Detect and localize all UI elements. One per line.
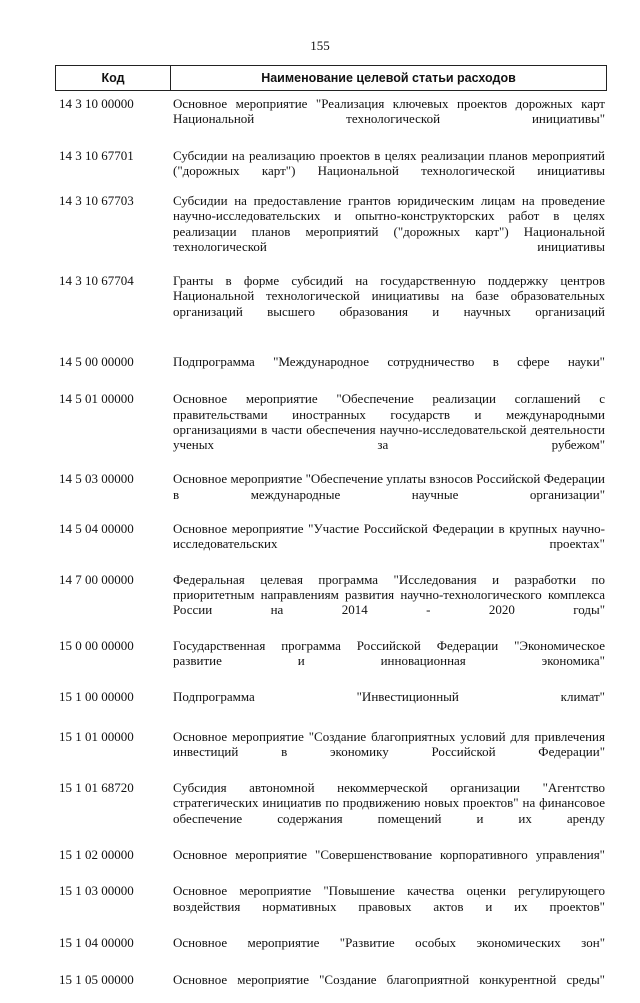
table-row xyxy=(55,972,607,1002)
row-code: 14 7 00 00000 xyxy=(59,571,134,587)
row-name: Основное мероприятие "Развитие особых экономических зон" xyxy=(173,934,605,950)
header-name: Наименование целевой статьи расходов xyxy=(261,71,516,85)
row-code: 15 1 04 00000 xyxy=(59,934,134,950)
row-name: Подпрограмма "Инвестиционный климат" xyxy=(173,689,605,705)
table-row xyxy=(55,354,607,384)
row-code: 14 5 03 00000 xyxy=(59,471,134,487)
row-name: Субсидия автономной некоммерческой организации "Агентство стратегических инициатив по продвижению новых проектов" на финансовое обеспечение содержания помещений и их аренду xyxy=(173,780,605,826)
table-row xyxy=(55,638,607,684)
row-name: Основное мероприятие "Реализация ключевых проектов дорожных карт Национальной технологической инициативы" xyxy=(173,96,605,127)
row-name: Основное мероприятие "Обеспечение уплаты взносов Российской Федерации в международные научные организации" xyxy=(173,471,605,502)
row-name: Федеральная целевая программа "Исследования и разработки по приоритетным направлениям развития научно-технологического комплекса России на 2014 - 2020 годы" xyxy=(173,571,605,618)
table-header xyxy=(55,65,607,91)
row-code: 14 5 00 00000 xyxy=(59,354,134,370)
row-code: 14 3 10 67703 xyxy=(59,193,134,209)
row-name: Основное мероприятие "Обеспечение реализации соглашений с правительствами иностранных государств и международными организациями в части обеспечения научно-исследовательской деятельности ученых за рубежом" xyxy=(173,391,605,453)
table-row xyxy=(55,148,607,194)
table-row xyxy=(55,729,607,775)
row-name: Подпрограмма "Международное сотрудничество в сфере науки" xyxy=(173,354,605,370)
table-row xyxy=(55,689,607,719)
row-code: 15 1 05 00000 xyxy=(59,972,134,988)
row-name: Основное мероприятие "Участие Российской Федерации в крупных научно-исследовательских проектах" xyxy=(173,521,605,552)
header-code: Код xyxy=(56,66,171,90)
expense-table xyxy=(55,65,607,1003)
table-row xyxy=(55,883,607,929)
row-code: 15 1 00 00000 xyxy=(59,689,134,705)
row-code: 15 0 00 00000 xyxy=(59,637,134,653)
row-name: Субсидии на реализацию проектов в целях реализации планов мероприятий ("дорожных карт") Национальной технологической инициативы xyxy=(173,147,605,178)
table-row xyxy=(55,471,607,517)
table-row xyxy=(55,273,607,334)
table-row xyxy=(55,572,607,633)
table-row xyxy=(55,96,607,142)
row-name: Основное мероприятие "Создание благоприятной конкурентной среды" xyxy=(173,972,605,988)
row-code: 14 5 01 00000 xyxy=(59,391,134,407)
row-name: Государственная программа Российской Федерации "Экономическое развитие и инновационная экономика" xyxy=(173,637,605,668)
row-code: 14 5 04 00000 xyxy=(59,521,134,537)
row-name: Основное мероприятие "Создание благоприятных условий для привлечения инвестиций в экономику Российской Федерации" xyxy=(173,728,605,759)
row-code: 14 3 10 67701 xyxy=(59,147,134,163)
table-row xyxy=(55,780,607,841)
table-row xyxy=(55,935,607,965)
table-body xyxy=(55,96,607,1003)
table-row xyxy=(55,391,607,467)
row-code: 15 1 01 00000 xyxy=(59,728,134,744)
row-code: 14 3 10 00000 xyxy=(59,96,134,111)
row-code: 15 1 03 00000 xyxy=(59,883,134,899)
row-name: Основное мероприятие "Повышение качества оценки регулирующего воздействия нормативных правовых актов и их проектов" xyxy=(173,883,605,914)
table-row xyxy=(55,193,607,269)
table-row xyxy=(55,521,607,567)
row-code: 15 1 02 00000 xyxy=(59,846,134,862)
row-name: Гранты в форме субсидий на государственную поддержку центров Национальной технологической инициативы на базе образовательных организаций высшего образования и научных организаций xyxy=(173,273,605,319)
row-name: Основное мероприятие "Совершенствование корпоративного управления" xyxy=(173,846,605,862)
page-number: 155 xyxy=(310,38,330,53)
table-row xyxy=(55,847,607,877)
row-name: Субсидии на предоставление грантов юридическим лицам на проведение научно-исследовательских и опытно-конструкторских работ в целях реализации планов мероприятий ("дорожных карт") Национальной технологической инициативы xyxy=(173,193,605,254)
row-code: 14 3 10 67704 xyxy=(59,273,134,289)
row-code: 15 1 01 68720 xyxy=(59,780,134,796)
